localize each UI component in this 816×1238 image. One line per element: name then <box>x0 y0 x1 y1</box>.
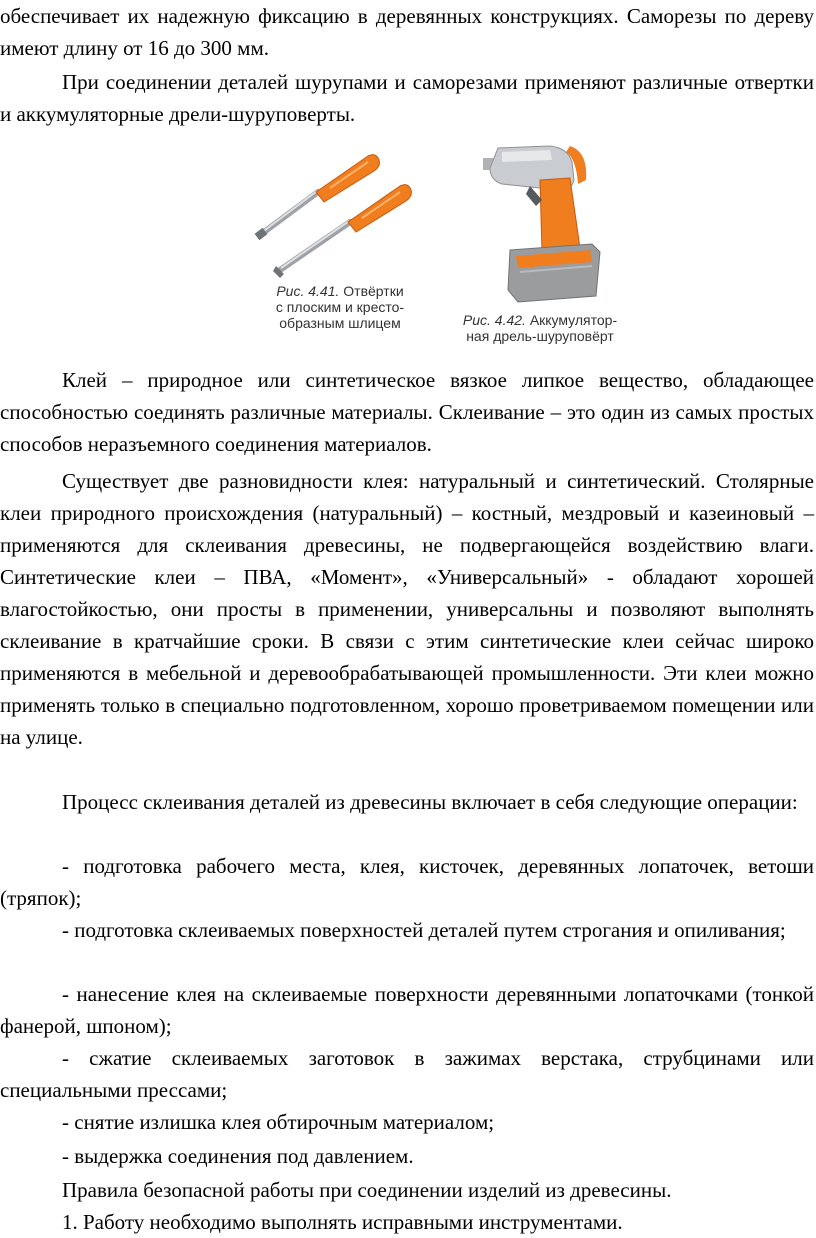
figure-area <box>240 140 650 360</box>
figure-caption-screwdrivers <box>250 283 430 331</box>
list-item: - сжатие склеиваемых заготовок в зажимах верстака, струбцинами или специальными прессами; <box>0 1046 814 1102</box>
caption-text: с плоским и кресто- <box>275 299 405 315</box>
caption-number: Рис. 4.42. <box>462 312 526 328</box>
caption-text: Отвёртки <box>343 283 404 299</box>
cross-screwdriver-icon <box>273 185 411 278</box>
paragraph-screws-length: обеспечивает их надежную фиксацию в деревянных конструкциях. Саморезы по дереву имеют длину от 16 до 300 мм. <box>0 4 814 60</box>
caption-text: Аккумулятор- <box>529 312 618 328</box>
list-item: - снятие излишка клея обтирочным материалом; <box>62 1110 495 1134</box>
list-item: - подготовка рабочего места, клея, кисточек, деревянных лопаточек, ветоши (тряпок); <box>0 854 814 910</box>
cordless-drill-icon <box>483 146 600 302</box>
caption-number: Рис. 4.41. <box>276 283 340 299</box>
paragraph-gluing-process: Процесс склеивания деталей из древесины включает в себя следующие операции: <box>62 790 798 814</box>
list-item: - подготовка склеиваемых поверхностей деталей путем строгания и опиливания; <box>62 918 786 942</box>
list-item: - выдержка соединения под давлением. <box>62 1144 414 1168</box>
caption-text: ная дрель-шуруповёрт <box>466 328 614 344</box>
figure-caption-drill <box>440 312 640 344</box>
paragraph-glue-types: Существует две разновидности клея: натуральный и синтетический. Столярные клеи природного происхождения (натуральный) – костный, мездровый и казеиновый – применяются для склеивания древесины, не подвергающейся воздействию влаги. Синтетические клеи – ПВА, «Момент», «Универсальный» - обладают хорошей влагостойкостью, они просты в применении, универсальны и позволяют выполнять склеивание в кратчайшие сроки. В связи с этим синтетические клеи сейчас широко применяются в мебельной и деревообрабатывающей промышленности. Эти клеи можно применять только в специально подготовленном, хорошо проветриваемом помещении или на улице. <box>0 469 814 749</box>
paragraph-glue-definition: Клей – природное или синтетическое вязкое липкое вещество, обладающее способностью соединять различные материалы. Склеивание – это один из самых простых способов неразъемного соединения материалов. <box>0 368 814 456</box>
safety-rules-heading: Правила безопасной работы при соединении изделий из древесины. <box>62 1178 672 1202</box>
caption-text: образным шлицем <box>279 315 401 331</box>
list-item: - нанесение клея на склеиваемые поверхности деревянными лопаточками (тонкой фанерой, шпоном); <box>0 982 814 1038</box>
safety-rule-item: 1. Работу необходимо выполнять исправными инструментами. <box>62 1210 623 1234</box>
paragraph-screwdrivers: При соединении деталей шурупами и саморезами применяют различные отвертки и аккумуляторные дрели-шуруповерты. <box>0 70 814 126</box>
